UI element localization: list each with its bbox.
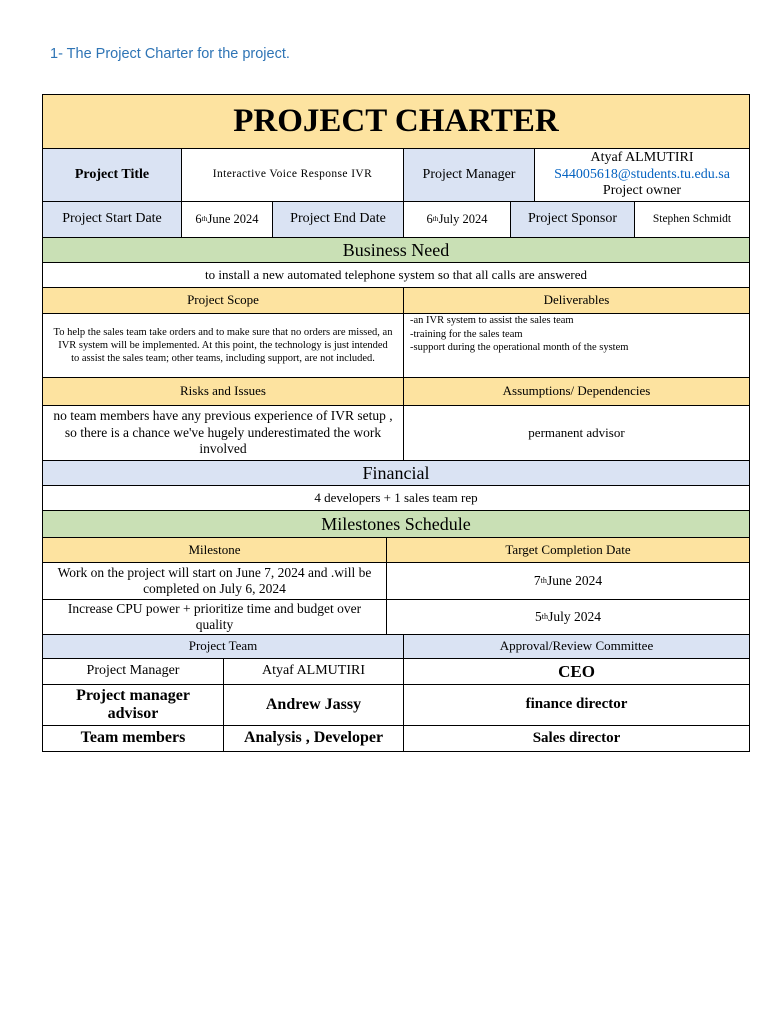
end-date-label: Project End Date bbox=[273, 202, 404, 238]
milestone-col-header: Milestone bbox=[43, 538, 387, 563]
pm-role: Project owner bbox=[602, 183, 682, 199]
project-title-value: Interactive Voice Response IVR bbox=[182, 149, 404, 202]
milestone-date bbox=[387, 563, 749, 600]
section-heading: 1- The Project Charter for the project. bbox=[50, 46, 290, 62]
start-date-label: Project Start Date bbox=[43, 202, 182, 238]
committee-member: Sales director bbox=[532, 729, 621, 746]
milestone-date-suffix: th bbox=[540, 576, 547, 586]
milestone-text: Increase CPU power + prioritize time and budget over quality bbox=[43, 600, 387, 635]
team-role: Team members bbox=[43, 726, 224, 751]
milestone-date bbox=[387, 600, 749, 635]
team-name: Atyaf ALMUTIRI bbox=[224, 659, 404, 685]
target-col-header: Target Completion Date bbox=[387, 538, 749, 563]
business-need-label: Business Need bbox=[43, 238, 749, 263]
project-charter-table bbox=[42, 94, 750, 752]
business-need-value: to install a new automated telephone system so that all calls are answered bbox=[43, 263, 749, 288]
start-date-value bbox=[182, 202, 273, 238]
deliverable-item: -an IVR system to assist the sales team bbox=[410, 315, 574, 326]
committee-member: CEO bbox=[404, 659, 749, 685]
team-name: Andrew Jassy bbox=[224, 685, 404, 726]
sponsor-value: Stephen Schmidt bbox=[635, 202, 749, 238]
pm-name: Atyaf ALMUTIRI bbox=[590, 149, 694, 165]
project-manager-label: Project Manager bbox=[404, 149, 535, 202]
committee-label: Approval/Review Committee bbox=[404, 635, 749, 659]
risks-value: no team members have any previous experience of IVR setup , so there is a chance we've hugely underestimated the work involved bbox=[43, 406, 404, 461]
milestone-text: Work on the project will start on June 7, 2024 and .will be completed on July 6, 2024 bbox=[43, 563, 387, 600]
committee-member: finance director bbox=[404, 685, 749, 726]
assumptions-label: Assumptions/ Dependencies bbox=[404, 378, 749, 406]
team-role: Project manager advisor bbox=[43, 685, 224, 726]
deliverables-list bbox=[404, 314, 749, 378]
start-date-suffix: th bbox=[201, 214, 208, 224]
start-date-day: 6 bbox=[195, 212, 202, 227]
team-role: Project Manager bbox=[43, 659, 224, 685]
assumptions-value: permanent advisor bbox=[404, 406, 749, 461]
team-label: Project Team bbox=[43, 635, 404, 659]
financial-label: Financial bbox=[43, 461, 749, 486]
milestone-date-day: 7 bbox=[533, 573, 541, 589]
end-date-rest: July 2024 bbox=[438, 212, 488, 227]
milestone-date-rest: June 2024 bbox=[546, 573, 603, 589]
deliverables-label: Deliverables bbox=[404, 288, 749, 314]
scope-value: To help the sales team take orders and to make sure that no orders are missed, an IVR system will be implemented. At this point, the technology is just intended to assist the sales team; other teams, including support, are not included. bbox=[43, 314, 404, 378]
end-date-suffix: th bbox=[432, 214, 439, 224]
financial-value: 4 developers + 1 sales team rep bbox=[43, 486, 749, 511]
milestone-date-suffix: th bbox=[541, 612, 549, 622]
end-date-day: 6 bbox=[426, 212, 433, 227]
milestone-date-rest: July 2024 bbox=[548, 609, 601, 625]
deliverable-item: -training for the sales team bbox=[410, 328, 523, 340]
milestone-date-day: 5 bbox=[535, 609, 542, 625]
project-title-label: Project Title bbox=[43, 149, 182, 202]
pm-email-link[interactable]: S44005618@students.tu.edu.sa bbox=[554, 166, 730, 182]
scope-label: Project Scope bbox=[43, 288, 404, 314]
risks-label: Risks and Issues bbox=[43, 378, 404, 406]
start-date-rest: June 2024 bbox=[207, 212, 259, 227]
milestones-label: Milestones Schedule bbox=[43, 511, 749, 538]
deliverable-item: -support during the operational month of the system bbox=[410, 342, 629, 354]
end-date-value bbox=[404, 202, 511, 238]
sponsor-label: Project Sponsor bbox=[511, 202, 635, 238]
project-manager-value bbox=[535, 149, 749, 202]
charter-title: PROJECT CHARTER bbox=[43, 95, 749, 149]
team-name: Analysis , Developer bbox=[224, 726, 404, 751]
